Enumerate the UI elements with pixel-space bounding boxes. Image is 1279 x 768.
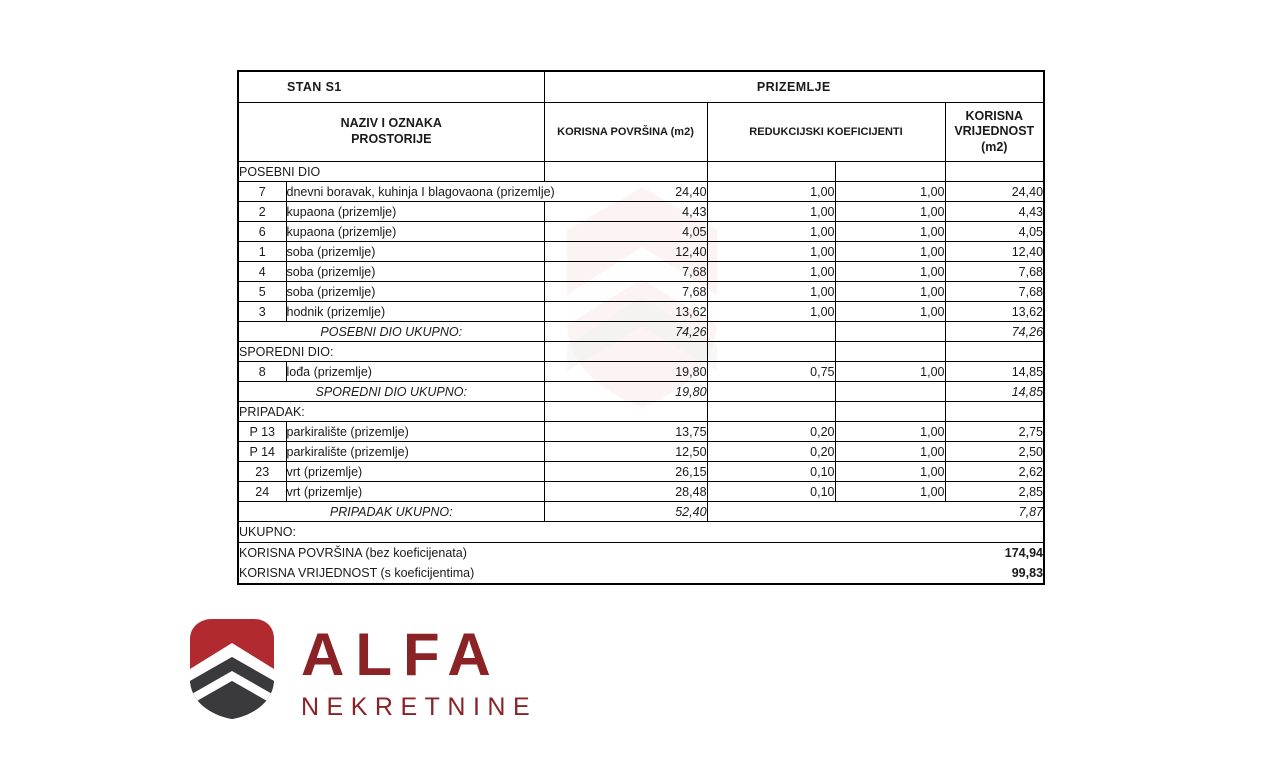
section-total-row: [238, 322, 1044, 342]
row-k1: 1,00: [707, 242, 835, 262]
row-k1: 0,20: [707, 442, 835, 462]
grand-total-spacer: [835, 563, 945, 584]
row-no: 5: [238, 282, 286, 302]
row-k1: 0,10: [707, 462, 835, 482]
grand-total-row: [238, 563, 1044, 584]
row-k2: 1,00: [835, 182, 945, 202]
row-name: parkiralište (prizemlje): [286, 442, 544, 462]
row-name: soba (prizemlje): [286, 282, 544, 302]
grand-total-value-value: 99,83: [945, 563, 1044, 584]
row-k2: 1,00: [835, 222, 945, 242]
row-no: P 14: [238, 442, 286, 462]
table-row: [238, 422, 1044, 442]
row-no: 23: [238, 462, 286, 482]
col-header-name-line1: NAZIV I OZNAKA: [340, 116, 442, 131]
row-k2: 1,00: [835, 262, 945, 282]
row-value: 13,62: [945, 302, 1044, 322]
row-name: vrt (prizemlje): [286, 482, 544, 502]
section-total-row: [238, 382, 1044, 402]
section-total-blank-k2: [835, 502, 945, 522]
property-area-table-container: [237, 70, 1043, 585]
logo-text-block: [301, 621, 538, 722]
table-row: [238, 222, 1044, 242]
grand-total-blank-2: [945, 522, 1044, 543]
col-header-name-line2: PROSTORIJE: [351, 132, 432, 146]
row-area: 12,50: [544, 442, 707, 462]
section-title: SPOREDNI DIO:: [238, 342, 544, 362]
table-row: [238, 362, 1044, 382]
row-k1: 1,00: [707, 302, 835, 322]
row-name: parkiralište (prizemlje): [286, 422, 544, 442]
col-header-value: [945, 103, 1044, 162]
section-title: POSEBNI DIO: [238, 162, 544, 182]
section-total-value: 7,87: [945, 502, 1044, 522]
section-total-label: PRIPADAK UKUPNO:: [238, 502, 544, 522]
row-k2: 1,00: [835, 462, 945, 482]
section-blank-k1: [707, 162, 835, 182]
table-title-row: [238, 71, 1044, 103]
row-no: 1: [238, 242, 286, 262]
col-header-value-line1: KORISNA: [965, 108, 1024, 123]
row-value: 2,62: [945, 462, 1044, 482]
row-area: 13,75: [544, 422, 707, 442]
section-total-row: [238, 502, 1044, 522]
table-row: [238, 202, 1044, 222]
grand-total-area-label: KORISNA POVRŠINA (bez koeficijenata): [238, 543, 835, 564]
row-no: 6: [238, 222, 286, 242]
section-total-value: 14,85: [945, 382, 1044, 402]
row-value: 7,68: [945, 282, 1044, 302]
section-total-area: 74,26: [544, 322, 707, 342]
col-header-value-line3: (m2): [981, 139, 1008, 154]
row-value: 14,85: [945, 362, 1044, 382]
section-total-area: 19,80: [544, 382, 707, 402]
row-no: 7: [238, 182, 286, 202]
section-total-blank-k2: [835, 322, 945, 342]
table-row: [238, 442, 1044, 462]
section-blank-area: [544, 342, 707, 362]
row-name: soba (prizemlje): [286, 242, 544, 262]
row-k2: 1,00: [835, 302, 945, 322]
section-total-blank-k1: [707, 502, 835, 522]
col-header-name: [238, 103, 544, 162]
row-area: 12,40: [544, 242, 707, 262]
alfa-logo-mark-icon: [176, 617, 276, 721]
section-total-area: 52,40: [544, 502, 707, 522]
area-table: [237, 70, 1045, 585]
row-no: 4: [238, 262, 286, 282]
row-value: 4,05: [945, 222, 1044, 242]
row-name: dnevni boravak, kuhinja I blagovaona (prizemlje): [286, 182, 544, 202]
row-name: lođa (prizemlje): [286, 362, 544, 382]
row-k1: 0,10: [707, 482, 835, 502]
row-name: hodnik (prizemlje): [286, 302, 544, 322]
section-total-blank-k1: [707, 382, 835, 402]
row-k1: 1,00: [707, 282, 835, 302]
row-area: 7,68: [544, 262, 707, 282]
row-value: 24,40: [945, 182, 1044, 202]
col-header-coefficients: REDUKCIJSKI KOEFICIJENTI: [707, 103, 945, 162]
row-no: 3: [238, 302, 286, 322]
row-area: 7,68: [544, 282, 707, 302]
row-area: 24,40: [544, 182, 707, 202]
row-no: P 13: [238, 422, 286, 442]
section-blank-area: [544, 162, 707, 182]
section-blank-k2: [835, 402, 945, 422]
section-title: PRIPADAK:: [238, 402, 544, 422]
section-blank-k1: [707, 402, 835, 422]
section-header-row: [238, 402, 1044, 422]
row-area: 26,15: [544, 462, 707, 482]
row-k2: 1,00: [835, 362, 945, 382]
row-area: 19,80: [544, 362, 707, 382]
section-total-blank-k2: [835, 382, 945, 402]
grand-total-blank: [835, 522, 945, 543]
section-total-label: SPOREDNI DIO UKUPNO:: [238, 382, 544, 402]
grand-total-label: UKUPNO:: [238, 522, 835, 543]
row-value: 2,50: [945, 442, 1044, 462]
row-k2: 1,00: [835, 482, 945, 502]
section-total-value: 74,26: [945, 322, 1044, 342]
row-area: 28,48: [544, 482, 707, 502]
row-k1: 1,00: [707, 222, 835, 242]
grand-total-label-row: [238, 522, 1044, 543]
table-row: [238, 182, 1044, 202]
col-header-value-line2: VRIJEDNOST: [954, 124, 1035, 139]
row-k2: 1,00: [835, 282, 945, 302]
row-no: 2: [238, 202, 286, 222]
grand-total-area-value: 174,94: [945, 543, 1044, 564]
row-k1: 1,00: [707, 262, 835, 282]
row-name: kupaona (prizemlje): [286, 202, 544, 222]
grand-total-spacer: [835, 543, 945, 564]
row-k2: 1,00: [835, 442, 945, 462]
table-row: [238, 242, 1044, 262]
row-value: 7,68: [945, 262, 1044, 282]
section-blank-area: [544, 402, 707, 422]
unit-label: STAN S1: [238, 71, 544, 103]
section-blank-k1: [707, 342, 835, 362]
row-area: 13,62: [544, 302, 707, 322]
row-area: 4,43: [544, 202, 707, 222]
row-name: soba (prizemlje): [286, 262, 544, 282]
floor-label: PRIZEMLJE: [544, 71, 1044, 103]
row-name: kupaona (prizemlje): [286, 222, 544, 242]
row-area: 4,05: [544, 222, 707, 242]
section-header-row: [238, 162, 1044, 182]
grand-total-value-label: KORISNA VRIJEDNOST (s koeficijentima): [238, 563, 835, 584]
table-row: [238, 282, 1044, 302]
row-k2: 1,00: [835, 242, 945, 262]
logo-subtitle: NEKRETNINE: [301, 693, 538, 721]
grand-total-row: [238, 543, 1044, 564]
row-k2: 1,00: [835, 202, 945, 222]
table-header-row: [238, 103, 1044, 162]
row-value: 4,43: [945, 202, 1044, 222]
row-k1: 1,00: [707, 202, 835, 222]
col-header-area: KORISNA POVRŠINA (m2): [544, 103, 707, 162]
row-value: 2,85: [945, 482, 1044, 502]
row-value: 2,75: [945, 422, 1044, 442]
row-no: 24: [238, 482, 286, 502]
section-blank-value: [945, 342, 1044, 362]
section-total-blank-k1: [707, 322, 835, 342]
row-k2: 1,00: [835, 422, 945, 442]
logo-name: ALFA: [301, 621, 502, 688]
table-row: [238, 462, 1044, 482]
section-header-row: [238, 342, 1044, 362]
row-k1: 1,00: [707, 182, 835, 202]
section-blank-value: [945, 402, 1044, 422]
row-no: 8: [238, 362, 286, 382]
row-k1: 0,20: [707, 422, 835, 442]
section-total-label: POSEBNI DIO UKUPNO:: [238, 322, 544, 342]
section-blank-k2: [835, 162, 945, 182]
table-row: [238, 262, 1044, 282]
section-blank-value: [945, 162, 1044, 182]
table-row: [238, 302, 1044, 322]
row-k1: 0,75: [707, 362, 835, 382]
table-row: [238, 482, 1044, 502]
section-blank-k2: [835, 342, 945, 362]
row-value: 12,40: [945, 242, 1044, 262]
company-logo: [176, 617, 696, 732]
row-name: vrt (prizemlje): [286, 462, 544, 482]
